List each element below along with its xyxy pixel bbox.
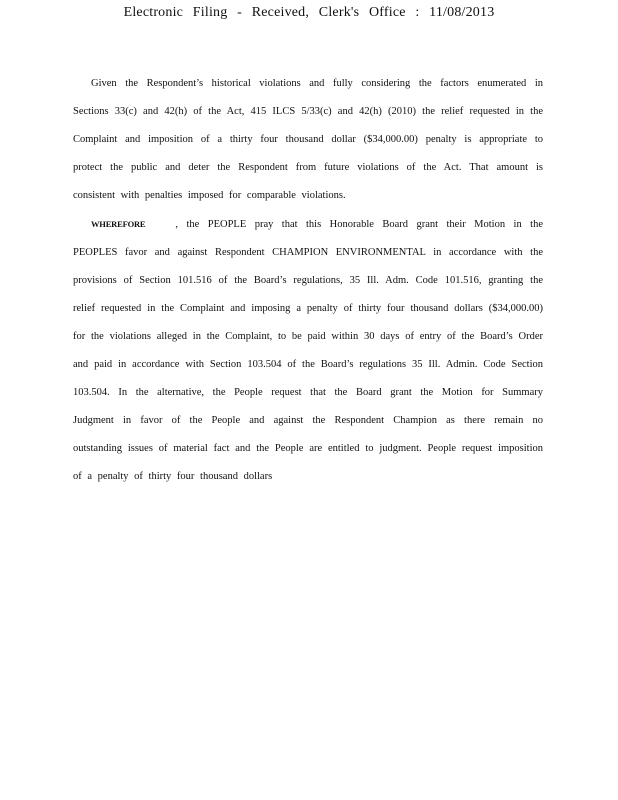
paragraph-wherefore (73, 210, 543, 491)
filing-header: Electronic Filing - Received, Clerk's Office : 11/08/2013 (123, 5, 495, 20)
paragraph-penalty-justification: Given the Respondent’s historical violations and fully considering the factors enumerated in Sections 33(c) and 42(h) of the Act, 415 ILCS 5/33(c) and 42(h) (2010) the relief requested in the Complaint and imposition of a thirty four thousand dollar ($34,000.00) penalty is appropriate to protect the public and deter the Respondent from future violations of the Act. That amount is consistent with penalties imposed for comparable violations. (73, 78, 543, 201)
document-body (73, 70, 543, 491)
wherefore-label: WHEREFORE (91, 219, 146, 229)
wherefore-text: , the PEOPLE pray that this Honorable Board grant their Motion in the PEOPLES favor and against Respondent CHAMPION ENVIRONMENTAL in accordance with the provisions of Section 101.516 of the Board’s regulations, 35 Ill. Adm. Code 101.516, granting the relief requested in the Complaint and imposing a penalty of thirty four thousand dollars ($34,000.00) for the violations alleged in the Complaint, to be paid within 30 days of entry of the Board’s Order and paid in accordance with Section 103.504 of the Board’s regulations 35 Ill. Admin. Code Section 103.504. In the alternative, the People request that the Board grant the Motion for Summary Judgment in favor of the People and against the Respondent Champion as there remain no outstanding issues of material fact and the People are entitled to judgment. People request imposition of a penalty of thirty four thousand dollars (73, 219, 543, 482)
